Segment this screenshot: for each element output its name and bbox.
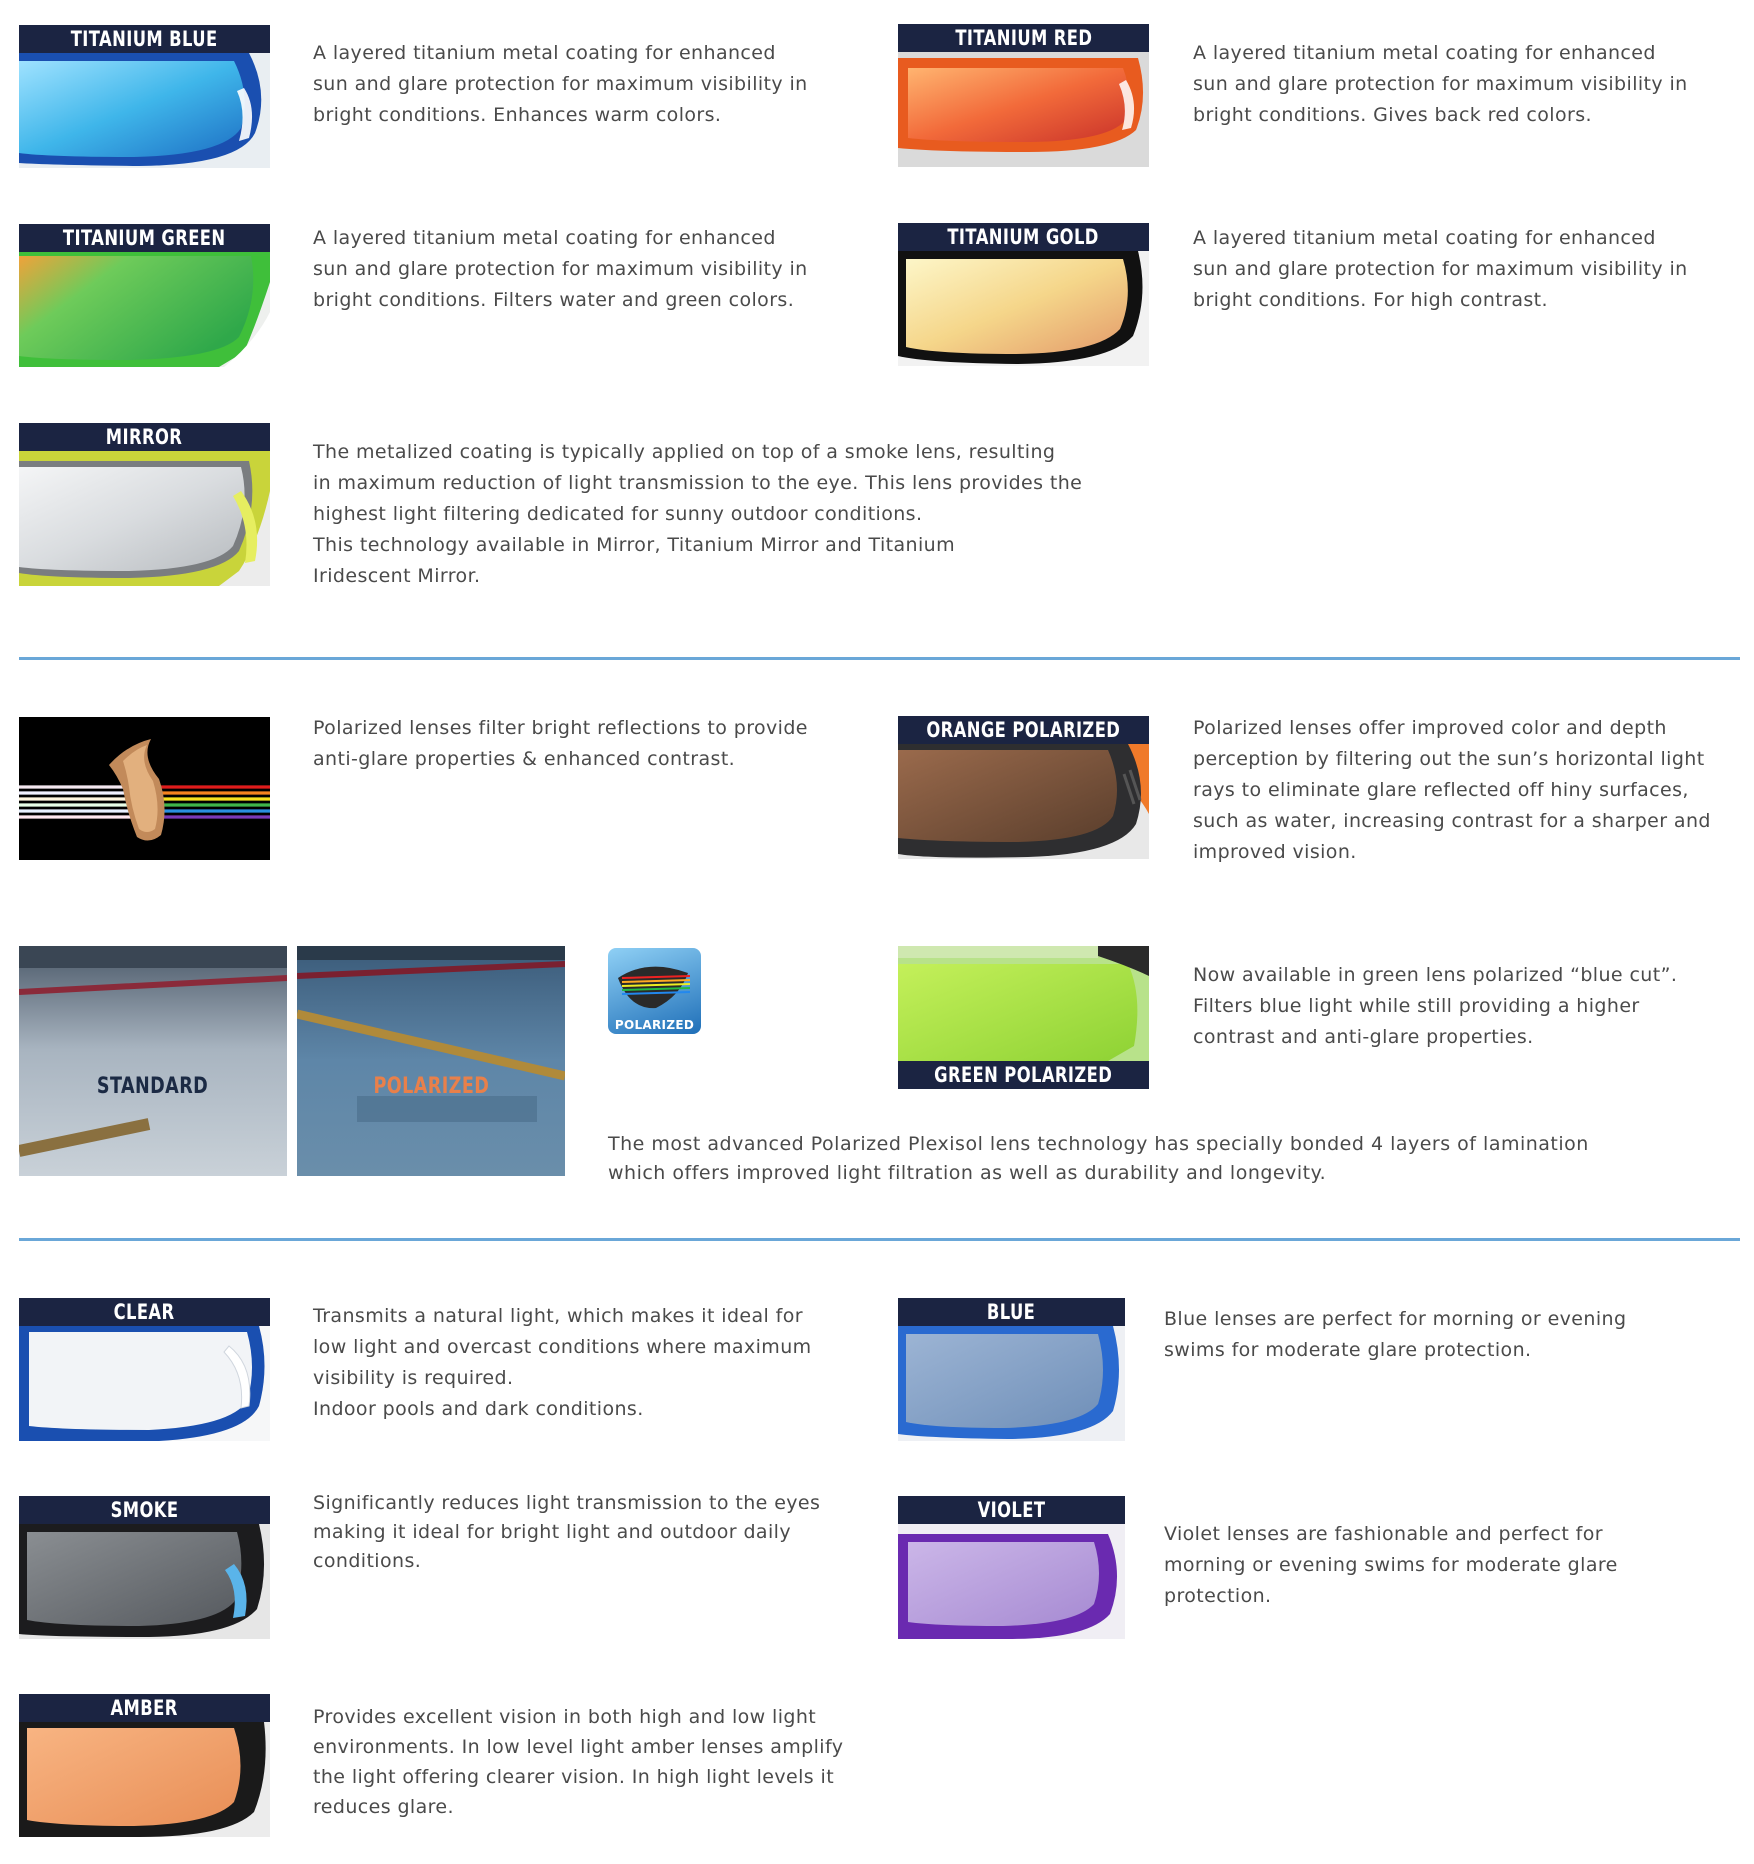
mirror-lens-image [19, 451, 270, 586]
lens-description-titanium-green: A layered titanium metal coating for enhanced sun and glare protection for maximum visibility in bright conditions. Filters water and green colors. [313, 227, 808, 311]
lens-swatch-blue [898, 1298, 1125, 1441]
titanium-green-lens-image [19, 252, 270, 367]
section-divider [19, 657, 1740, 660]
lens-description-titanium-blue: A layered titanium metal coating for enhanced sun and glare protection for maximum visibility in bright conditions. Enhances warm colors. [313, 42, 808, 126]
lens-description-blue: Blue lenses are perfect for morning or evening swims for moderate glare protection. [1164, 1308, 1627, 1361]
lens-swatch-violet [898, 1496, 1125, 1639]
lens-swatch-titanium-blue [19, 25, 270, 168]
lens-description-violet: Violet lenses are fashionable and perfect for morning or evening swims for moderate glare protection. [1164, 1523, 1618, 1607]
lens-swatch-titanium-gold [898, 223, 1149, 366]
plexisol-description: The most advanced Polarized Plexisol lens technology has specially bonded 4 layers of lamination which offers improved light filtration as well as durability and longevity. [608, 1133, 1589, 1184]
titanium-red-lens-image [898, 52, 1149, 167]
lens-description-titanium-red: A layered titanium metal coating for enhanced sun and glare protection for maximum visibility in bright conditions. Gives back red colors. [1193, 42, 1688, 126]
titanium-gold-lens-image [898, 251, 1149, 366]
lens-swatch-clear [19, 1298, 270, 1441]
lens-label: BLUE [898, 1298, 1125, 1326]
lens-swatch-orange-polarized [898, 716, 1149, 859]
polarized-caption: POLARIZED [373, 1074, 489, 1099]
lens-swatch-titanium-red [898, 24, 1149, 167]
green-polarized-lens-image [898, 946, 1149, 1061]
lens-swatch-smoke [19, 1496, 270, 1639]
polarized-badge-label: POLARIZED [614, 1018, 695, 1032]
blue-lens-image [898, 1326, 1125, 1441]
lens-label: CLEAR [19, 1298, 270, 1326]
lens-label: TITANIUM GOLD [898, 223, 1149, 251]
lens-label: TITANIUM BLUE [19, 25, 270, 53]
lens-swatch-titanium-green [19, 224, 270, 367]
lens-label: AMBER [19, 1694, 270, 1722]
standard-caption: STANDARD [97, 1074, 209, 1099]
violet-lens-image [898, 1524, 1125, 1639]
lens-description-mirror: The metalized coating is typically applied on top of a smoke lens, resulting in maximum reduction of light transmission to the eye. This lens provides the highest light filtering dedicated for sunny outdoor conditions. This technology available in Mirror, Titanium Mirror and Titanium Iridescent Mirror. [313, 441, 1083, 587]
standard-pool-photo [19, 946, 287, 1176]
lens-label: MIRROR [19, 423, 270, 451]
lens-description-orange-polarized: Polarized lenses offer improved color and depth perception by filtering out the sun’s horizontal light rays to eliminate glare reflected off hiny surfaces, such as water, increasing contrast for a sharper and improved vision. [1193, 717, 1711, 863]
lens-swatch-mirror [19, 423, 270, 586]
polarized-light-diagram [19, 717, 270, 860]
lens-description-green-polarized: Now available in green lens polarized “blue cut”. Filters blue light while still providing a higher contrast and anti-glare properties. [1193, 964, 1678, 1048]
lens-description-smoke: Significantly reduces light transmission to the eyes making it ideal for bright light and outdoor daily conditions. [313, 1492, 821, 1572]
orange-polarized-lens-image [898, 744, 1149, 859]
lens-description-amber: Provides excellent vision in both high and low light environments. In low level light amber lenses amplify the light offering clearer vision. In high light levels it reduces glare. [313, 1706, 844, 1818]
lens-swatch-amber [19, 1694, 270, 1837]
smoke-lens-image [19, 1524, 270, 1639]
polarized-pool-photo [297, 946, 565, 1176]
section-divider [19, 1238, 1740, 1241]
lens-swatch-green-polarized [898, 946, 1149, 1089]
titanium-blue-lens-image [19, 53, 270, 168]
lens-label: GREEN POLARIZED [898, 1061, 1149, 1089]
amber-lens-image [19, 1722, 270, 1837]
polarized-intro-description: Polarized lenses filter bright reflections to provide anti-glare properties & enhanced contrast. [313, 717, 808, 770]
lens-description-titanium-gold: A layered titanium metal coating for enhanced sun and glare protection for maximum visibility in bright conditions. For high contrast. [1193, 227, 1688, 311]
lens-description-clear: Transmits a natural light, which makes it ideal for low light and overcast conditions where maximum visibility is required. Indoor pools and dark conditions. [313, 1305, 812, 1420]
polarized-rainbow-graphic [19, 717, 270, 860]
lens-label: SMOKE [19, 1496, 270, 1524]
clear-lens-image [19, 1326, 270, 1441]
lens-label: TITANIUM RED [898, 24, 1149, 52]
lens-label: VIOLET [898, 1496, 1125, 1524]
lens-label: ORANGE POLARIZED [898, 716, 1149, 744]
lens-label: TITANIUM GREEN [19, 224, 270, 252]
polarized-badge-icon [608, 948, 701, 1034]
